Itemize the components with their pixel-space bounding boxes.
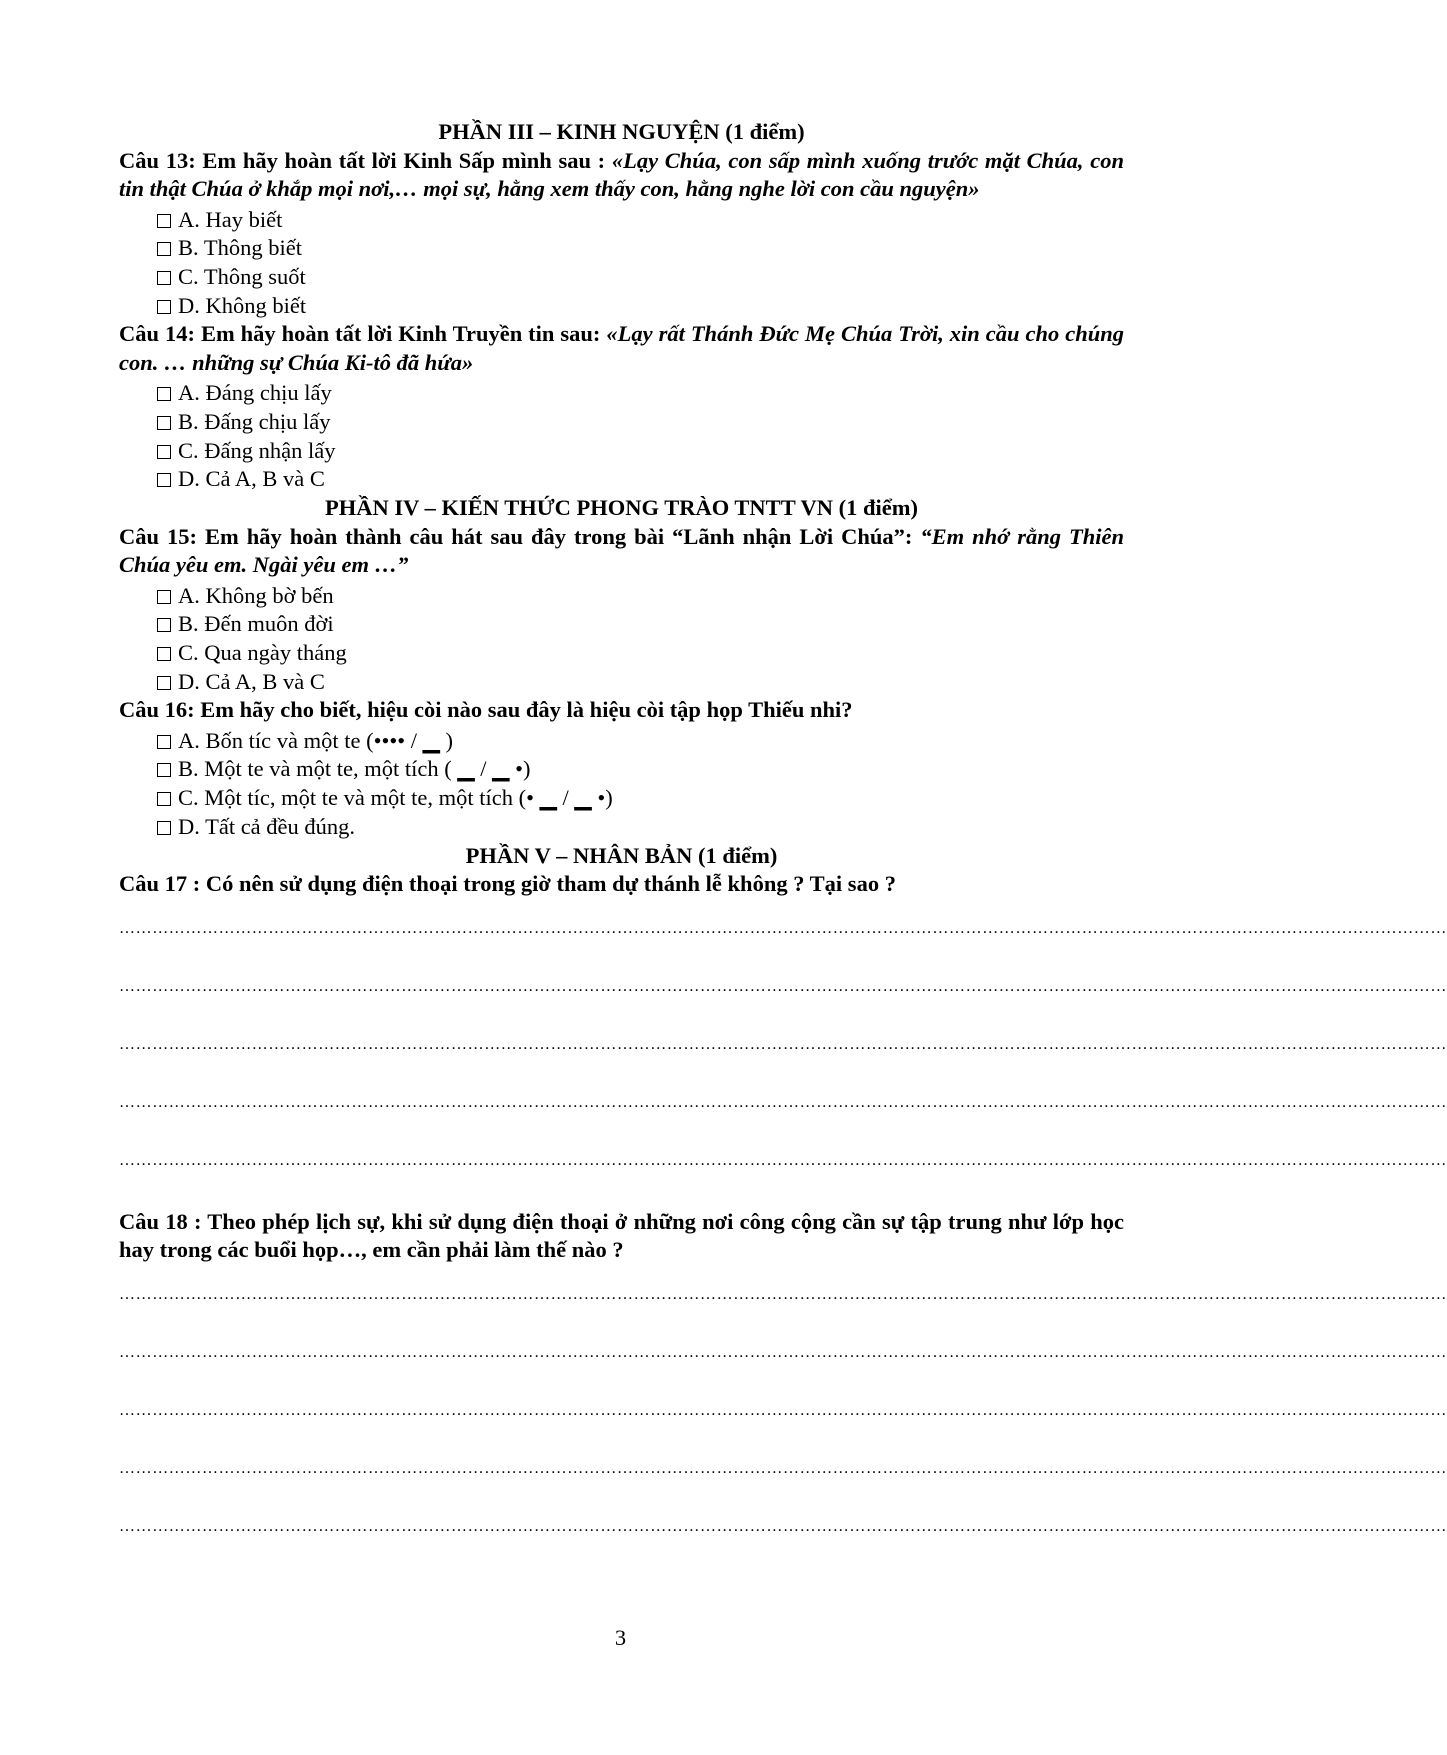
option-14d[interactable] (157, 465, 1124, 494)
option-label: B. Thông biết (178, 235, 302, 261)
answer-line[interactable]: …………………………………………………………………………………………………………………………………………………………………………………………………………………… (119, 1459, 1447, 1477)
option-label: D. Cả A, B và C (178, 466, 325, 492)
option-label: D. Không biết (178, 292, 307, 318)
section-heading-part3: PHẦN III – KINH NGUYỆN (1 điểm) (438, 119, 805, 144)
question-17 (119, 870, 1124, 899)
question-14 (119, 320, 1124, 377)
checkbox-icon[interactable] (157, 271, 171, 285)
checkbox-icon[interactable] (157, 821, 171, 835)
question-14-prompt: Câu 14: Em hãy hoàn tất lời Kinh Truyền tin sau: (119, 321, 607, 347)
question-15-options (157, 582, 1124, 697)
option-label: B. Đến muôn đời (178, 611, 334, 637)
question-16-prompt: Câu 16: Em hãy cho biết, hiệu còi nào sau đây là hiệu còi tập họp Thiếu nhi? (119, 697, 853, 723)
option-13b[interactable] (157, 234, 1124, 263)
option-13d[interactable] (157, 292, 1124, 321)
option-label: A. Bốn tíc và một te (•••• / ▁ ) (178, 727, 454, 753)
answer-area-17[interactable] (119, 918, 1447, 1172)
checkbox-icon[interactable] (157, 647, 171, 661)
section-heading-part4: PHẦN IV – KIẾN THỨC PHONG TRÀO TNTT VN (1 điểm) (325, 495, 918, 520)
answer-line[interactable]: …………………………………………………………………………………………………………………………………………………………………………………………………………………… (119, 977, 1447, 995)
question-17-prompt: Câu 17 : Có nên sử dụng điện thoại trong giờ tham dự thánh lễ không ? Tại sao ? (119, 871, 896, 896)
option-15d[interactable] (157, 668, 1124, 697)
checkbox-icon[interactable] (157, 473, 171, 487)
checkbox-icon[interactable] (157, 387, 171, 401)
question-13-options (157, 206, 1124, 321)
section-heading-part5: PHẦN V – NHÂN BẢN (1 điểm) (465, 842, 778, 868)
option-label: B. Đấng chịu lấy (178, 408, 331, 434)
checkbox-icon[interactable] (157, 300, 171, 314)
option-label: C. Qua ngày tháng (178, 639, 347, 665)
option-16c[interactable] (157, 784, 1124, 813)
option-15c[interactable] (157, 639, 1124, 668)
answer-line[interactable]: …………………………………………………………………………………………………………………………………………………………………………………………………………………… (119, 1401, 1447, 1419)
checkbox-icon[interactable] (157, 735, 171, 749)
question-13-quote: «Lạy Chúa, con sấp mình xuống trước mặt Chúa, con tin thật Chúa ở khắp mọi nơi,… mọi sự, hằng xem thấy con, hằng nghe lời con cầu nguyện» (119, 147, 1124, 201)
checkbox-icon[interactable] (157, 416, 171, 430)
answer-area-18[interactable] (119, 1284, 1447, 1538)
option-label: B. Một te và một te, một tích ( ▁ / ▁ •) (178, 756, 531, 782)
option-label: C. Một tíc, một te và một te, một tích (• ▁ / ▁ •) (178, 785, 613, 811)
option-label: C. Đấng nhận lấy (178, 437, 336, 463)
option-label: A. Hay biết (178, 206, 283, 232)
checkbox-icon[interactable] (157, 676, 171, 690)
answer-line[interactable]: …………………………………………………………………………………………………………………………………………………………………………………………………………………… (119, 1093, 1447, 1111)
question-13-prompt: Câu 13: Em hãy hoàn tất lời Kinh Sấp mình sau : (119, 147, 612, 173)
question-18 (119, 1208, 1124, 1265)
option-13c[interactable] (157, 263, 1124, 292)
question-14-options (157, 379, 1124, 494)
checkbox-icon[interactable] (157, 242, 171, 256)
option-16a[interactable] (157, 727, 1124, 756)
answer-line[interactable]: …………………………………………………………………………………………………………………………………………………………………………………………………………………… (119, 919, 1447, 937)
question-16 (119, 696, 1124, 725)
page-number: 3 (614, 1625, 627, 1650)
question-13 (119, 147, 1124, 204)
option-label: A. Đáng chịu lấy (178, 380, 332, 406)
option-14b[interactable] (157, 408, 1124, 437)
answer-line[interactable]: …………………………………………………………………………………………………………………………………………………………………………………………………………………… (119, 1285, 1447, 1303)
answer-line[interactable]: …………………………………………………………………………………………………………………………………………………………………………………………………………………… (119, 1343, 1447, 1361)
checkbox-icon[interactable] (157, 590, 171, 604)
question-14-quote: «Lạy rất Thánh Đức Mẹ Chúa Trời, xin cầu cho chúng con. … những sự Chúa Ki-tô đã hứa» (119, 321, 1124, 375)
checkbox-icon[interactable] (157, 792, 171, 806)
option-14a[interactable] (157, 379, 1124, 408)
answer-line[interactable]: …………………………………………………………………………………………………………………………………………………………………………………………………………………… (119, 1151, 1447, 1169)
answer-line[interactable]: …………………………………………………………………………………………………………………………………………………………………………………………………………………… (119, 1517, 1447, 1535)
option-15a[interactable] (157, 582, 1124, 611)
option-label: D. Tất cả đều đúng. (178, 813, 356, 839)
question-18-prompt: Câu 18 : Theo phép lịch sự, khi sử dụng điện thoại ở những nơi công cộng cần sự tập trung như lớp học hay trong các buổi họp…, em cần phải làm thế nào ? (119, 1208, 1124, 1262)
question-15-quote: “Em nhớ rằng Thiên Chúa yêu em. Ngài yêu em …” (119, 523, 1125, 577)
checkbox-icon[interactable] (157, 214, 171, 228)
option-16b[interactable] (157, 755, 1124, 784)
question-16-options (157, 727, 1124, 842)
checkbox-icon[interactable] (157, 618, 171, 632)
option-label: C. Thông suốt (178, 263, 306, 289)
option-16d[interactable] (157, 813, 1124, 842)
checkbox-icon[interactable] (157, 763, 171, 777)
question-15 (119, 523, 1124, 580)
question-15-prompt: Câu 15: Em hãy hoàn thành câu hát sau đây trong bài “Lãnh nhận Lời Chúa”: (119, 523, 921, 549)
option-13a[interactable] (157, 206, 1124, 235)
option-14c[interactable] (157, 437, 1124, 466)
option-15b[interactable] (157, 610, 1124, 639)
page-content (119, 118, 1447, 1574)
option-label: A. Không bờ bến (178, 582, 334, 608)
answer-line[interactable]: …………………………………………………………………………………………………………………………………………………………………………………………………………………… (119, 1035, 1447, 1053)
option-label: D. Cả A, B và C (178, 668, 325, 694)
checkbox-icon[interactable] (157, 445, 171, 459)
